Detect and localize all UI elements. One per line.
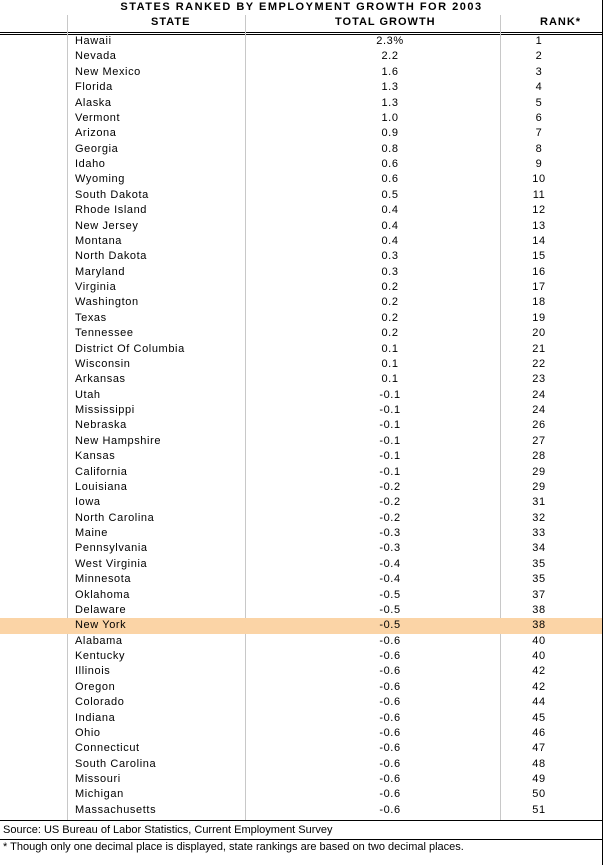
cell-rank: 1: [535, 35, 543, 47]
cell-state: Tennessee: [75, 327, 134, 340]
cell-state: Kentucky: [75, 650, 126, 662]
cell-growth: 0.4: [381, 219, 399, 232]
cell-state: California: [75, 465, 128, 478]
table-row: [0, 203, 603, 218]
cell-growth: -0.6: [379, 650, 401, 662]
cell-growth: 1.0: [381, 111, 399, 124]
source-line: [0, 820, 603, 840]
table-row: [0, 803, 603, 818]
cell-growth: 0.5: [381, 188, 399, 201]
table-row: [0, 511, 603, 526]
cell-growth: 0.6: [381, 158, 399, 170]
cell-rank: 11: [532, 188, 546, 201]
cell-growth: -0.1: [379, 388, 401, 401]
cell-rank: 26: [532, 419, 546, 432]
cell-growth: -0.3: [379, 527, 401, 539]
table-row: [0, 372, 603, 387]
cell-growth: 0.4: [381, 234, 399, 247]
table-row: [0, 265, 603, 280]
cell-growth: 0.2: [381, 311, 399, 324]
cell-rank: 20: [532, 327, 546, 340]
cell-rank: 31: [532, 496, 546, 509]
table-title: STATES RANKED BY EMPLOYMENT GROWTH FOR 2003: [120, 1, 483, 13]
table-row: [0, 680, 603, 695]
table-row: [0, 711, 603, 726]
footnote-line: [0, 838, 603, 856]
cell-state: Rhode Island: [75, 204, 148, 217]
footnote-text: * Though only one decimal place is displayed, state rankings are based on two decimal places.: [3, 841, 464, 853]
cell-state: Missouri: [75, 773, 121, 785]
cell-growth: 0.2: [381, 281, 399, 293]
cell-state: South Carolina: [75, 757, 157, 770]
cell-state: Maryland: [75, 265, 126, 278]
cell-rank: 46: [532, 726, 546, 739]
cell-state: Hawaii: [75, 35, 112, 47]
cell-growth: -0.5: [379, 588, 401, 601]
cell-state: Georgia: [75, 142, 119, 155]
cell-rank: 16: [532, 265, 546, 278]
table-row: [0, 311, 603, 326]
cell-growth: -0.2: [379, 480, 401, 493]
cell-state: District Of Columbia: [75, 342, 185, 355]
cell-state: Connecticut: [75, 742, 140, 755]
cell-growth: 1.3: [381, 96, 399, 109]
cell-state: Arizona: [75, 127, 117, 140]
cell-growth: 1.6: [381, 65, 399, 78]
cell-state: Oklahoma: [75, 588, 130, 601]
cell-state: New Hampshire: [75, 434, 162, 447]
cell-rank: 27: [532, 434, 546, 447]
cell-state: Ohio: [75, 726, 101, 739]
table-row: [0, 49, 603, 64]
table-row: [0, 557, 603, 572]
cell-growth: 0.1: [381, 373, 399, 386]
cell-rank: 9: [535, 158, 543, 170]
data-rows: [0, 34, 603, 818]
cell-state: Iowa: [75, 496, 101, 509]
cell-state: Colorado: [75, 696, 125, 709]
cell-growth: -0.4: [379, 557, 401, 570]
cell-state: Utah: [75, 388, 101, 401]
cell-rank: 24: [532, 404, 546, 416]
table-row: [0, 434, 603, 449]
table-row: [0, 96, 603, 111]
cell-rank: 14: [532, 234, 546, 247]
cell-rank: 6: [535, 111, 543, 124]
cell-state: Delaware: [75, 603, 127, 616]
column-header-growth: TOTAL GROWTH: [335, 16, 436, 28]
cell-growth: -0.6: [379, 665, 401, 678]
source-text: Source: US Bureau of Labor Statistics, Current Employment Survey: [3, 824, 333, 836]
table-row: [0, 65, 603, 80]
table-row: [0, 541, 603, 556]
cell-state: Alaska: [75, 96, 112, 109]
cell-rank: 4: [535, 81, 543, 94]
cell-growth: -0.6: [379, 788, 401, 801]
cell-growth: -0.6: [379, 696, 401, 709]
cell-growth: 0.2: [381, 296, 399, 309]
cell-state: South Dakota: [75, 188, 149, 201]
cell-rank: 17: [532, 281, 546, 293]
cell-rank: 24: [532, 388, 546, 401]
cell-state: Illinois: [75, 665, 111, 678]
cell-growth: -0.2: [379, 496, 401, 509]
cell-growth: -0.6: [379, 726, 401, 739]
cell-rank: 18: [532, 296, 546, 309]
cell-rank: 22: [532, 357, 546, 370]
column-header-state: STATE: [151, 16, 191, 28]
table-row: [0, 649, 603, 664]
cell-rank: 8: [535, 142, 543, 155]
table-row: [0, 403, 603, 418]
cell-state: Nevada: [75, 50, 117, 63]
cell-growth: -0.6: [379, 803, 401, 816]
table-row: [0, 326, 603, 341]
table-row: [0, 295, 603, 310]
table-row: [0, 342, 603, 357]
cell-rank: 5: [535, 96, 543, 109]
column-header-rank: RANK*: [540, 16, 582, 28]
table-row: [0, 526, 603, 541]
cell-state: Montana: [75, 234, 123, 247]
cell-state: Massachusetts: [75, 803, 157, 816]
cell-rank: 48: [532, 757, 546, 770]
cell-rank: 40: [532, 650, 546, 662]
cell-state: Indiana: [75, 711, 116, 724]
cell-growth: 0.9: [381, 127, 399, 140]
cell-rank: 2: [535, 50, 543, 63]
cell-state: Virginia: [75, 281, 117, 293]
cell-growth: 0.3: [381, 250, 399, 263]
cell-rank: 15: [532, 250, 546, 263]
cell-state: New Jersey: [75, 219, 139, 232]
cell-growth: 0.3: [381, 265, 399, 278]
cell-rank: 7: [535, 127, 543, 140]
cell-rank: 19: [532, 311, 546, 324]
cell-growth: -0.4: [379, 573, 401, 586]
cell-growth: -0.6: [379, 773, 401, 785]
cell-state: Idaho: [75, 158, 106, 170]
table-row: [0, 787, 603, 802]
cell-state: Maine: [75, 527, 108, 539]
cell-state: Wisconsin: [75, 357, 131, 370]
table-row: [0, 219, 603, 234]
table-row: [0, 741, 603, 756]
cell-state: Kansas: [75, 450, 116, 463]
cell-growth: -0.2: [379, 511, 401, 524]
cell-growth: 0.4: [381, 204, 399, 217]
cell-rank: 35: [532, 573, 546, 586]
cell-growth: -0.1: [379, 404, 401, 416]
table-row: [0, 418, 603, 433]
cell-rank: 47: [532, 742, 546, 755]
table-row: [0, 157, 603, 172]
cell-state: New York: [75, 619, 127, 632]
table-row: [0, 726, 603, 741]
table-row: [0, 249, 603, 264]
table-row: [0, 142, 603, 157]
table-row: [0, 495, 603, 510]
cell-state: Vermont: [75, 111, 121, 124]
cell-rank: 13: [532, 219, 546, 232]
table-row: [0, 772, 603, 787]
table-row: [0, 126, 603, 141]
cell-rank: 49: [532, 773, 546, 785]
cell-rank: 33: [532, 527, 546, 539]
cell-growth: -0.1: [379, 419, 401, 432]
cell-state: Mississippi: [75, 404, 135, 416]
cell-rank: 42: [532, 665, 546, 678]
cell-rank: 3: [535, 65, 543, 78]
table-row: [0, 188, 603, 203]
cell-growth: -0.5: [379, 603, 401, 616]
cell-state: Florida: [75, 81, 113, 94]
cell-rank: 38: [532, 603, 546, 616]
table-row: [0, 618, 603, 633]
cell-growth: 0.2: [381, 327, 399, 340]
table-row: [0, 572, 603, 587]
cell-growth: -0.3: [379, 542, 401, 555]
cell-state: Arkansas: [75, 373, 126, 386]
cell-state: North Dakota: [75, 250, 148, 263]
cell-growth: -0.6: [379, 757, 401, 770]
cell-state: Oregon: [75, 680, 116, 693]
cell-growth: 0.6: [381, 173, 399, 186]
cell-growth: -0.1: [379, 465, 401, 478]
cell-state: Alabama: [75, 634, 123, 647]
cell-rank: 29: [532, 465, 546, 478]
table-row: [0, 172, 603, 187]
cell-state: Wyoming: [75, 173, 125, 186]
cell-rank: 50: [532, 788, 546, 801]
cell-rank: 32: [532, 511, 546, 524]
cell-rank: 42: [532, 680, 546, 693]
table-row: [0, 234, 603, 249]
cell-state: Pennsylvania: [75, 542, 148, 555]
cell-state: West Virginia: [75, 557, 148, 570]
cell-state: Nebraska: [75, 419, 127, 432]
table-row: [0, 280, 603, 295]
table-row: [0, 80, 603, 95]
cell-growth: 2.3%: [376, 35, 404, 47]
cell-rank: 51: [532, 803, 546, 816]
cell-rank: 29: [532, 480, 546, 493]
cell-rank: 38: [532, 619, 546, 632]
cell-rank: 28: [532, 450, 546, 463]
cell-rank: 34: [532, 542, 546, 555]
cell-state: Louisiana: [75, 480, 128, 493]
table-row: [0, 634, 603, 649]
cell-rank: 44: [532, 696, 546, 709]
cell-growth: -0.6: [379, 634, 401, 647]
cell-growth: -0.6: [379, 711, 401, 724]
table-row: [0, 111, 603, 126]
cell-state: Minnesota: [75, 573, 132, 586]
table-row: [0, 695, 603, 710]
cell-growth: -0.1: [379, 450, 401, 463]
cell-state: Texas: [75, 311, 107, 324]
cell-growth: -0.6: [379, 680, 401, 693]
table-row: [0, 664, 603, 679]
cell-state: Michigan: [75, 788, 124, 801]
cell-growth: -0.1: [379, 434, 401, 447]
table-row: [0, 588, 603, 603]
cell-growth: 0.1: [381, 342, 399, 355]
cell-growth: -0.5: [379, 619, 401, 632]
table-row: [0, 757, 603, 772]
cell-rank: 37: [532, 588, 546, 601]
cell-rank: 10: [532, 173, 546, 186]
table-row: [0, 603, 603, 618]
cell-growth: -0.6: [379, 742, 401, 755]
cell-state: Washington: [75, 296, 139, 309]
table-row: [0, 449, 603, 464]
cell-rank: 12: [532, 204, 546, 217]
cell-rank: 21: [532, 342, 546, 355]
cell-rank: 45: [532, 711, 546, 724]
table-row: [0, 357, 603, 372]
cell-state: New Mexico: [75, 65, 141, 78]
table-row: [0, 465, 603, 480]
cell-state: North Carolina: [75, 511, 155, 524]
cell-growth: 0.8: [381, 142, 399, 155]
cell-growth: 1.3: [381, 81, 399, 94]
table-row: [0, 480, 603, 495]
cell-rank: 23: [532, 373, 546, 386]
table-row: [0, 388, 603, 403]
table-row: [0, 34, 603, 49]
cell-growth: 0.1: [381, 357, 399, 370]
cell-growth: 2.2: [381, 50, 399, 63]
cell-rank: 35: [532, 557, 546, 570]
column-header-row: [0, 15, 603, 35]
cell-rank: 40: [532, 634, 546, 647]
